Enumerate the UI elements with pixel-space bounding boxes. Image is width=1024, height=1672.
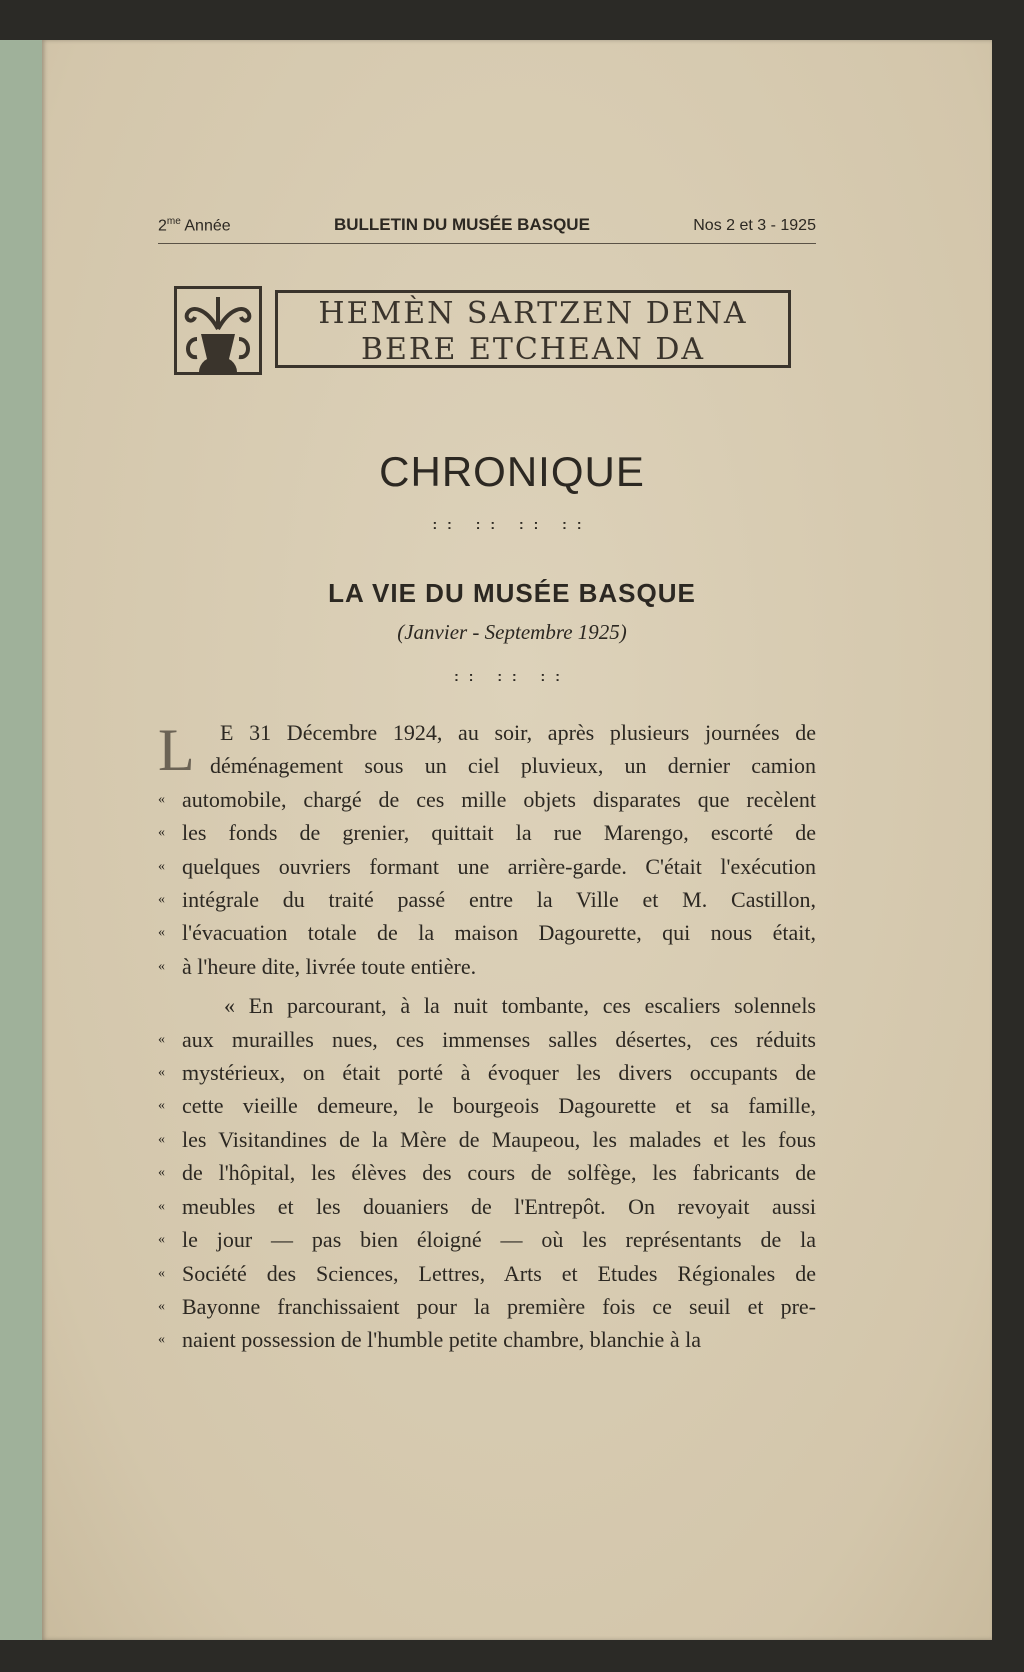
motto-line-2: BERE ETCHEAN DA — [360, 332, 706, 367]
text-line — [158, 1089, 816, 1122]
article-body — [158, 716, 816, 1357]
drop-cap: L — [158, 717, 195, 783]
line-text: les Visitandines de la Mère de Maupeou, les malades et les fous — [182, 1126, 816, 1152]
text-line — [158, 1023, 816, 1056]
text-line — [158, 1323, 816, 1356]
text-line — [158, 1056, 816, 1089]
line-text: mystérieux, on était porté à évoquer les divers occupants de — [182, 1060, 816, 1086]
text-line — [158, 1156, 816, 1189]
text-line — [158, 1190, 816, 1223]
motto-box — [275, 290, 791, 368]
quote-mark: « — [158, 791, 165, 807]
line-text: automobile, chargé de ces mille objets disparates que recèlent — [182, 786, 816, 812]
motto-line-1: HEMÈN SARTZEN DENA — [318, 296, 748, 331]
quote-mark: « — [158, 925, 165, 941]
text-line — [158, 950, 816, 983]
line-text: cette vieille demeure, le bourgeois Dagourette et sa famille, — [182, 1093, 816, 1119]
paragraph-2 — [158, 989, 816, 1356]
ornament-separator: :: :: :: — [454, 668, 570, 684]
header-issue: Nos 2 et 3 - 1925 — [693, 217, 816, 234]
quote-mark: « — [158, 892, 165, 908]
text-line — [158, 850, 816, 883]
quote-mark: « — [158, 858, 165, 874]
line-text: les fonds de grenier, quittait la rue Marengo, escorté de — [182, 820, 816, 846]
line-text: l'évacuation totale de la maison Dagourette, qui nous était, — [182, 920, 816, 946]
text-line — [158, 749, 816, 782]
line-text: meubles et les douaniers de l'Entrepôt. On revoyait aussi — [182, 1193, 816, 1219]
line-text: aux murailles nues, ces immenses salles désertes, ces réduits — [182, 1026, 816, 1052]
text-line — [158, 783, 816, 816]
vase-emblem-icon — [174, 286, 262, 375]
text-line — [158, 883, 816, 916]
cover-edge — [0, 40, 46, 1640]
line-text: Bayonne franchissaient pour la première fois ce seuil et pre- — [182, 1293, 816, 1319]
line-text: Société des Sciences, Lettres, Arts et Etudes Régionales de — [182, 1260, 816, 1286]
text-line — [158, 1123, 816, 1156]
line-text: déménagement sous un ciel pluvieux, un dernier camion — [210, 753, 816, 779]
header-rule — [158, 243, 816, 244]
quote-mark: « — [158, 1232, 165, 1248]
quote-mark: « — [158, 958, 165, 974]
section-subtitle: (Janvier - Septembre 1925) — [397, 620, 627, 644]
quote-mark: « — [158, 1332, 165, 1348]
quote-mark: « — [158, 1298, 165, 1314]
quote-mark — [158, 989, 182, 1022]
line-text: « En parcourant, à la nuit tombante, ces escaliers solennels — [224, 993, 816, 1019]
page-title: CHRONIQUE — [379, 448, 645, 495]
paragraph-1 — [158, 716, 816, 983]
line-text: quelques ouvriers formant une arrière-garde. C'était l'exécution — [182, 853, 816, 879]
line-text: E 31 Décembre 1924, au soir, après plusieurs journées de — [220, 720, 816, 745]
quote-mark: « — [158, 1031, 165, 1047]
quote-mark: « — [158, 1198, 165, 1214]
header-year: $2^{me}$ Année — [158, 215, 231, 234]
quote-mark: « — [158, 825, 165, 841]
quote-mark: « — [158, 1065, 165, 1081]
line-text: le jour — pas bien éloigné — où les représentants de la — [182, 1227, 816, 1253]
quote-mark: « — [158, 1265, 165, 1281]
quote-mark: « — [158, 1098, 165, 1114]
running-header — [158, 215, 816, 235]
quote-mark: « — [158, 1165, 165, 1181]
header-journal-title: BULLETIN DU MUSÉE BASQUE — [333, 215, 590, 234]
text-line — [158, 816, 816, 849]
text-line — [158, 1257, 816, 1290]
text-line — [158, 916, 816, 949]
text-line — [158, 716, 816, 749]
line-text: naient possession de l'humble petite chambre, blanchie à la — [182, 1327, 701, 1353]
quote-mark: « — [158, 1131, 165, 1147]
line-text: de l'hôpital, les élèves des cours de solfège, les fabricants de — [182, 1160, 816, 1186]
text-line — [158, 989, 816, 1022]
section-title: LA VIE DU MUSÉE BASQUE — [328, 578, 696, 608]
line-text: intégrale du traité passé entre la Ville et M. Castillon, — [182, 887, 816, 913]
text-line — [158, 1290, 816, 1323]
text-line — [158, 1223, 816, 1256]
ornament-separator: :: :: :: :: — [432, 516, 592, 532]
line-text: à l'heure dite, livrée toute entière. — [182, 953, 477, 979]
